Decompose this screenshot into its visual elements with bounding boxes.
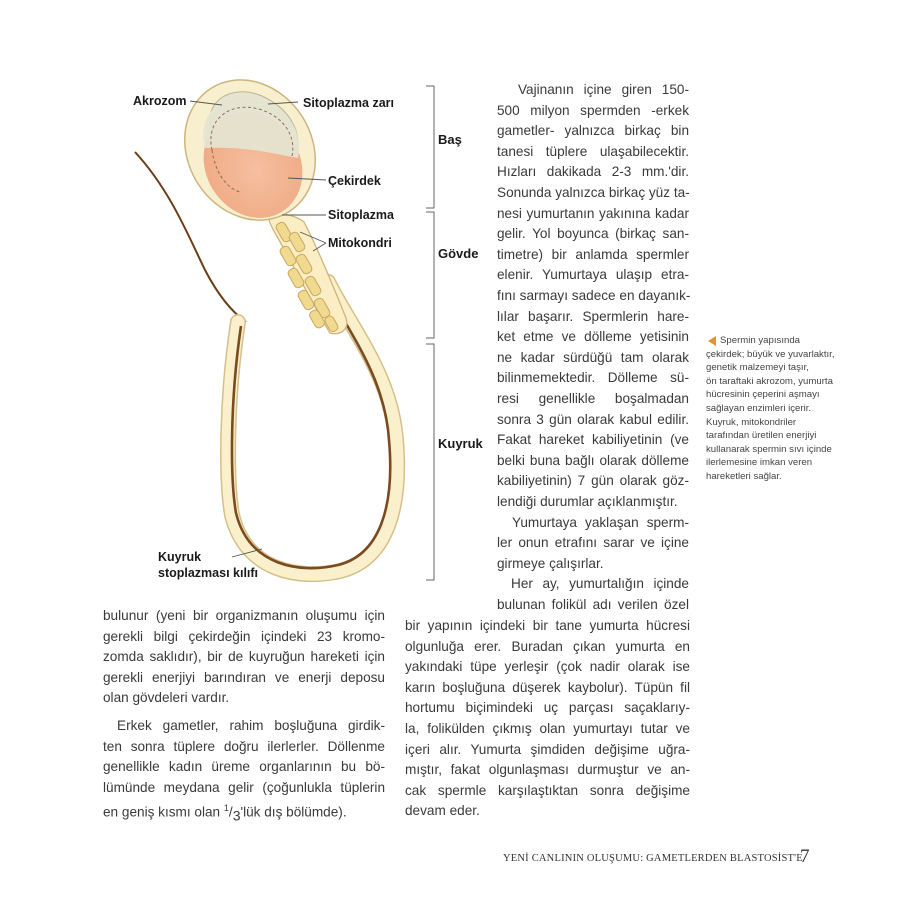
fraction-numerator: 1 [223, 803, 229, 814]
text-line: mıştır, fakat olgunlaşması durmuştur ve an- [405, 762, 690, 778]
fraction-denominator: 3 [232, 807, 241, 824]
text-line: genellikle kadın üreme organlarının bu bö- [103, 759, 385, 775]
text-fragment: 'lük dış bölümde). [240, 804, 347, 820]
text-line: belki buna bağlı olarak dölleme [497, 452, 689, 468]
text-line: yakındaki tüpe yerleşir (çok nadir olarak ise [405, 659, 690, 675]
text-line: Hızları dakikada 2-3 mm.'dir. [497, 164, 689, 180]
left-column [103, 606, 385, 826]
text-line: nesi yumurtanın yakınına kadar [497, 205, 689, 221]
fraction-slash: / [228, 804, 233, 820]
text-line: içeri alır. Yumurta şimdiden değişime uğra- [405, 741, 690, 757]
label-kuyruk-kilifi-1: Kuyruk [158, 550, 202, 564]
caption-line: hücresinin çeperini aşmayı [706, 389, 820, 401]
text-line: ket etme ve dölleme yetisinin [497, 329, 689, 345]
text-line: 500 milyon spermden -erkek [497, 102, 689, 118]
label-sitoplazma: Sitoplazma [328, 208, 394, 222]
text-line: olgunluğa erer. Buradan çıkan yumurta en [405, 638, 690, 654]
caption-line: ön taraftaki akrozom, yumurta [706, 375, 833, 387]
text-line: Vajinanın içine giren 150- [518, 82, 689, 97]
caption-line: çekirdek; büyük ve yuvarlaktır, [706, 348, 835, 360]
text-line: bulunan folikül adı verilen özel [497, 597, 689, 612]
caption-line: Kuyruk, mitokondriler [706, 416, 797, 428]
right-column-top [497, 80, 689, 616]
figure-caption [706, 334, 856, 494]
text-line: zomda saklıdır), bir de kuyruğun hareketi için [103, 649, 385, 665]
section-brackets [426, 86, 434, 580]
text-line: la, folikülden çıkmış olan yumurtayı tutar ve [405, 721, 690, 736]
text-line: ler onun etrafını sarar ve içine [497, 535, 689, 551]
caption-line: sağlayan enzimleri içerir. [706, 403, 812, 414]
label-sitoplazma-zari: Sitoplazma zarı [303, 96, 394, 110]
right-column-bottom [405, 616, 690, 826]
text-line: timetre) bir anlamda spermler [497, 246, 689, 262]
text-line: karın boşluğuna düşerek kaybolur). Tüpün fil [405, 679, 690, 695]
text-line: bulunur (yeni bir organizmanın oluşumu için [103, 608, 385, 623]
text-line: sonra 3 gün olarak kabul edilir. [497, 411, 689, 427]
text-line: cak spermle karşılaştıktan sonra değişime [405, 782, 690, 798]
caption-line: kullanarak spermin sıvı içinde [706, 443, 832, 455]
text-line: ne kadar sürdüğü tam olarak [497, 349, 689, 365]
text-line: bir yapının içindeki bir tane yumurta hücresi [405, 618, 690, 633]
section-bas: Baş [438, 132, 462, 147]
text-line: gametler- yalnızca birkaç bin [497, 123, 689, 139]
caption-line: ilerlemesine imkan veren [706, 457, 813, 469]
label-mitokondri: Mitokondri [328, 236, 392, 250]
running-title: YENİ CANLININ OLUŞUMU: GAMETLERDEN BLASTOSİST'E [503, 853, 803, 864]
page-number: 7 [800, 846, 810, 867]
label-cekirdek: Çekirdek [328, 174, 381, 188]
caption-line: hareketleri sağlar. [706, 471, 782, 482]
caption-line: tarafından üretilen enerjiyi [706, 430, 817, 442]
text-fragment: en geniş kısmı olan [103, 804, 224, 820]
label-kuyruk-kilifi-2: stoplazması kılıfı [158, 566, 259, 580]
text-line: hortumu biçimindeki uç parçası saçaklarıy- [405, 700, 690, 716]
text-line: devam eder. [405, 803, 480, 819]
text-line: fını sarmayı sadece en dayanık- [497, 288, 691, 303]
text-line: resi genellikle boşalmadan [497, 391, 689, 406]
text-line: lılar başarır. Spermlerin hare- [497, 308, 689, 324]
text-line: olan gövdeleri vardır. [103, 690, 230, 706]
text-line: gerekli enerjiyi barındıran ve enerji deposu [103, 669, 385, 685]
text-line: lendiği durumlar açıklanmıştır. [497, 494, 678, 509]
text-line: gerekli bilgi çekirdeğin içindeki 23 kromo- [103, 628, 385, 644]
text-line: Erkek gametler, rahim boşluğuna girdik- [117, 718, 385, 733]
text-line: gelir. Yol boyunca (birkaç san- [497, 226, 689, 242]
text-line: girmeye çalışırlar. [497, 555, 604, 571]
section-kuyruk: Kuyruk [438, 436, 483, 451]
text-line: Yumurtaya yaklaşan sperm- [512, 514, 689, 530]
text-line: lümünde meydana gelir (çoğunlukla tüplerin [103, 779, 385, 795]
text-line: bilinmemektedir. Dölleme sü- [497, 370, 689, 386]
text-line: elenir. Yumurtaya ulaşıp etra- [497, 267, 689, 283]
text-line: Her ay, yumurtalığın içinde [511, 576, 689, 592]
text-line: Fakat hareket kabiliyetinin (ve [497, 432, 689, 448]
caption-line: Spermin yapısında [720, 335, 800, 346]
text-line: Sonunda yalnızca birkaç yüz ta- [497, 185, 690, 200]
section-govde: Gövde [438, 246, 479, 261]
text-line: tanesi tüplere ulaşabilecektir. [497, 143, 689, 159]
tail-axial-filament [232, 288, 390, 568]
text-line-fraction [103, 798, 347, 826]
tail-sheath [228, 282, 397, 574]
text-line: ten sonra tüplere doğru ilerlerler. Döllenme [103, 738, 385, 754]
caption-line: genetik malzemeyi taşır, [706, 362, 809, 374]
text-line: kabiliyetinin) 7 gün olarak göz- [497, 473, 689, 489]
label-akrozom: Akrozom [133, 94, 187, 108]
